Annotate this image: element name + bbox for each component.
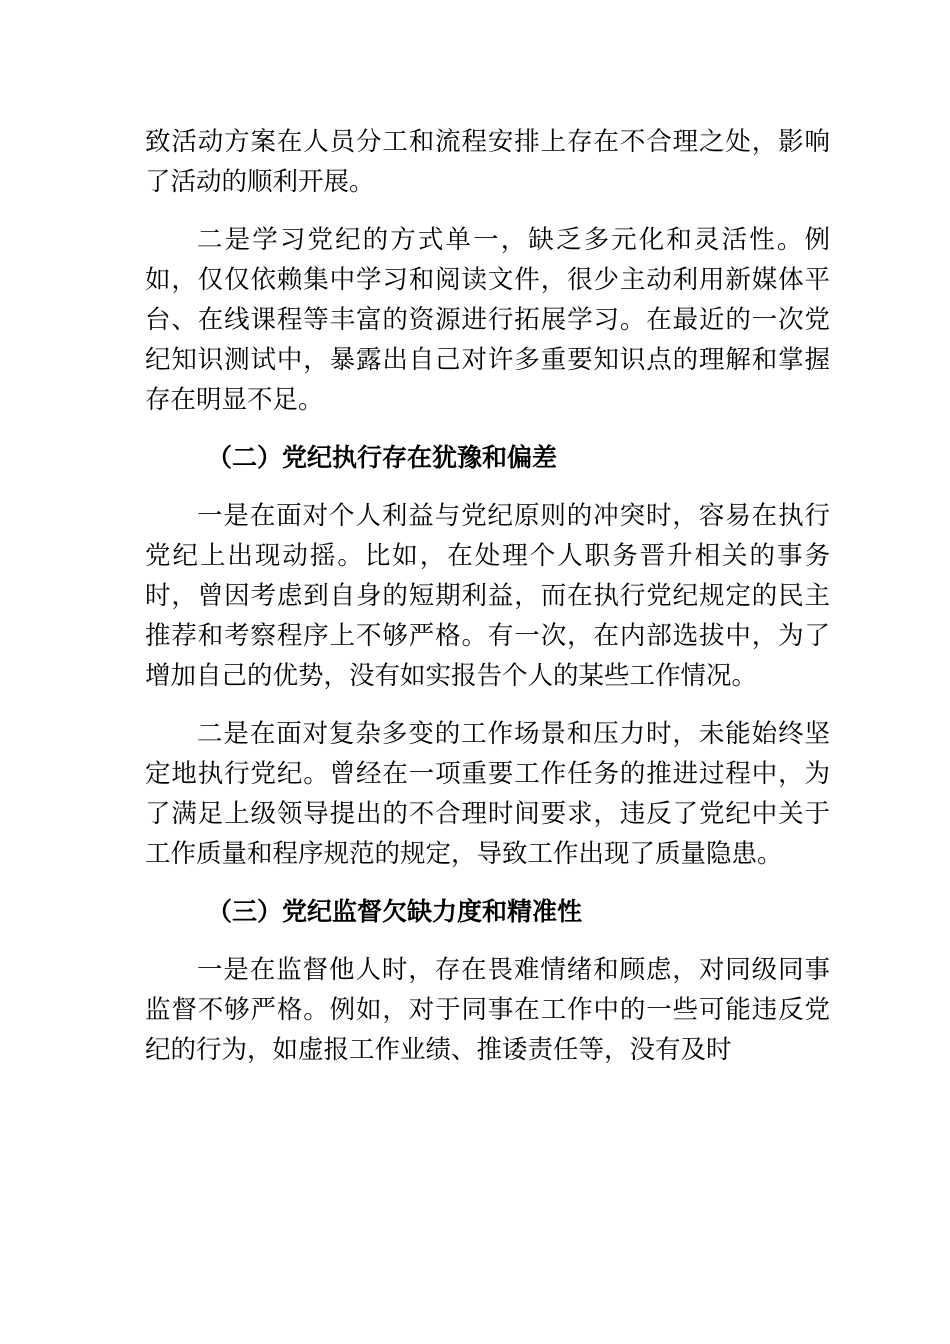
paragraph-continuation: 致活动方案在人员分工和流程安排上存在不合理之处，影响了活动的顺利开展。 (145, 127, 830, 197)
paragraph-execution-conflict: 一是在面对个人利益与党纪原则的冲突时，容易在执行党纪上出现动摇。比如，在处理个人职务晋升相关的事务时，曾因考虑到自身的短期利益，而在执行党纪规定的民主推荐和考察程序上不够严格。有一次，在内部选拔中，为了增加自己的优势，没有如实报告个人的某些工作情况。 (145, 501, 830, 691)
document-body (145, 122, 830, 1088)
paragraph-supervision: 一是在监督他人时，存在畏难情绪和顾虑，对同级同事监督不够严格。例如，对于同事在工作中的一些可能违反党纪的行为，如虚报工作业绩、推诿责任等，没有及时 (145, 955, 830, 1065)
section-heading-3: （三）党纪监督欠缺力度和精准性 (207, 897, 583, 926)
paragraph-execution-pressure: 二是在面对复杂多变的工作场景和压力时，未能始终坚定地执行党纪。曾经在一项重要工作任务的推进过程中，为了满足上级领导提出的不合理时间要求，违反了党纪中关于工作质量和程序规范的规定，导致工作出现了质量隐患。 (145, 719, 830, 869)
section-heading-2: （二）党纪执行存在犹豫和偏差 (207, 443, 558, 472)
paragraph-study-methods: 二是学习党纪的方式单一，缺乏多元化和灵活性。例如，仅仅依赖集中学习和阅读文件，很少主动利用新媒体平台、在线课程等丰富的资源进行拓展学习。在最近的一次党纪知识测试中，暴露出自己对许多重要知识点的理解和掌握存在明显不足。 (145, 225, 830, 415)
